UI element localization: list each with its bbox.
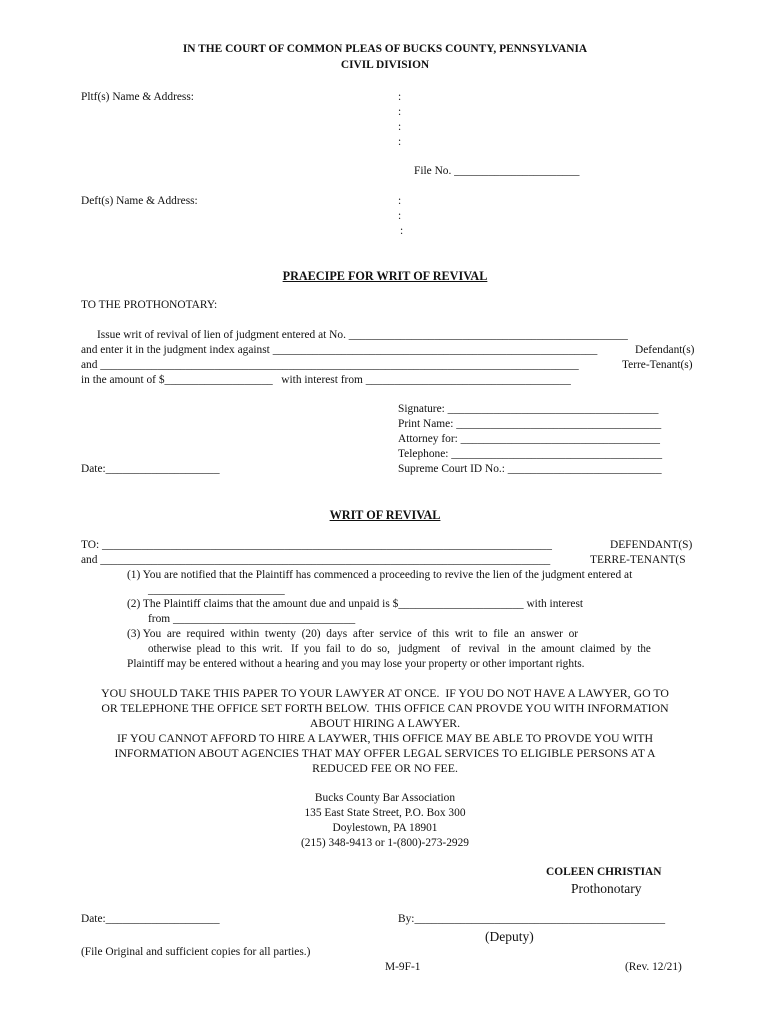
writ-item-1-blank[interactable]: ________________________ — [148, 584, 285, 596]
caption-colon: : — [398, 136, 402, 148]
notice-line: INFORMATION ABOUT AGENCIES THAT MAY OFFER LEGAL SERVICES TO ELIGIBLE PERSONS AT A — [114, 746, 656, 760]
writ-item-2-from[interactable]: from ________________________________ — [148, 613, 356, 625]
caption-colon: : — [398, 106, 402, 118]
praecipe-title: PRAECIPE FOR WRIT OF REVIVAL — [282, 269, 488, 283]
terre-tenant-line[interactable]: and ____________________________________________________________________________________ — [81, 359, 579, 371]
notice-line: REDUCED FEE OR NO FEE. — [312, 761, 458, 775]
prothonotary-name: COLEEN CHRISTIAN — [546, 866, 662, 878]
writ-item-3-cont: otherwise plead to this writ. If you fail to do so, judgment of revival in the amount claimed by the — [148, 643, 651, 655]
file-number-field[interactable]: File No. ______________________ — [414, 165, 580, 177]
prothonotary-title: Prothonotary — [571, 881, 642, 896]
writ-defendants-label: DEFENDANT(S) — [610, 539, 693, 551]
writ-terre-tenants-label: TERRE-TENANT(S — [590, 554, 686, 566]
deputy-label: (Deputy) — [485, 929, 534, 944]
judgment-index-line[interactable]: and enter it in the judgment index against _________________________________________________________ — [81, 344, 598, 356]
signature-field[interactable]: Signature: _____________________________________ — [398, 403, 659, 415]
telephone-field[interactable]: Telephone: _____________________________________ — [398, 448, 663, 460]
defendants-label: Defendant(s) — [635, 344, 695, 356]
bar-association-line: 135 East State Street, P.O. Box 300 — [304, 807, 466, 819]
division-heading: CIVIL DIVISION — [340, 59, 430, 71]
print-name-field[interactable]: Print Name: ____________________________________ — [398, 418, 662, 430]
to-prothonotary: TO THE PROTHONOTARY: — [81, 299, 218, 311]
caption-colon: : — [398, 210, 402, 222]
praecipe-date-field[interactable]: Date:____________________ — [81, 463, 220, 475]
writ-to-line[interactable]: TO: _______________________________________________________________________________ — [81, 539, 552, 551]
supreme-court-id-field[interactable]: Supreme Court ID No.: ___________________________ — [398, 463, 662, 475]
defendant-label: Deft(s) Name & Address: — [81, 195, 198, 207]
plaintiff-label: Pltf(s) Name & Address: — [81, 91, 194, 103]
caption-colon: : — [400, 225, 404, 237]
writ-date-field[interactable]: Date:____________________ — [81, 913, 220, 925]
caption-colon: : — [398, 91, 402, 103]
writ-and-line[interactable]: and _______________________________________________________________________________ — [81, 554, 551, 566]
notice-line: YOU SHOULD TAKE THIS PAPER TO YOUR LAWYER AT ONCE. IF YOU DO NOT HAVE A LAWYER, GO TO — [101, 686, 669, 700]
writ-item-2[interactable]: (2) The Plaintiff claims that the amount due and unpaid is $______________________ with interest — [127, 598, 584, 610]
revision-date: (Rev. 12/21) — [625, 961, 682, 973]
notice-line: OR TELEPHONE THE OFFICE SET FORTH BELOW. THIS OFFICE CAN PROVDE YOU WITH INFORMATION — [101, 701, 669, 715]
notice-line: ABOUT HIRING A LAWYER. — [309, 716, 461, 730]
bar-association-line: Bucks County Bar Association — [314, 792, 456, 804]
bar-association-line: (215) 348-9413 or 1-(800)-273-2929 — [301, 837, 469, 849]
attorney-for-field[interactable]: Attorney for: ___________________________________ — [398, 433, 660, 445]
writ-item-3-end: Plaintiff may be entered without a hearing and you may lose your property or other important rights. — [127, 658, 585, 670]
judgment-number-line[interactable]: Issue writ of revival of lien of judgment entered at No. _________________________________________________ — [97, 329, 628, 341]
writ-item-3: (3) You are required within twenty (20) days after service of this writ to file an answer or — [127, 628, 579, 640]
terre-tenants-label: Terre-Tenant(s) — [622, 359, 693, 371]
writ-title: WRIT OF REVIVAL — [329, 508, 441, 522]
caption-colon: : — [398, 195, 402, 207]
writ-item-1: (1) You are notified that the Plaintiff has commenced a proceeding to revive the lien of the judgment entered at — [127, 569, 633, 581]
form-number: M-9F-1 — [385, 961, 421, 973]
deputy-signature-field[interactable]: By:____________________________________________ — [398, 913, 666, 925]
amount-interest-line[interactable]: in the amount of $___________________ with interest from ____________________________________ — [81, 374, 571, 386]
notice-line: IF YOU CANNOT AFFORD TO HIRE A LAYWER, THIS OFFICE MAY BE ABLE TO PROVDE YOU WITH — [116, 731, 654, 745]
caption-colon: : — [398, 121, 402, 133]
bar-association-line: Doylestown, PA 18901 — [332, 822, 438, 834]
filing-note: (File Original and sufficient copies for all parties.) — [81, 946, 311, 958]
court-heading: IN THE COURT OF COMMON PLEAS OF BUCKS COUNTY, PENNSYLVANIA — [182, 43, 588, 55]
